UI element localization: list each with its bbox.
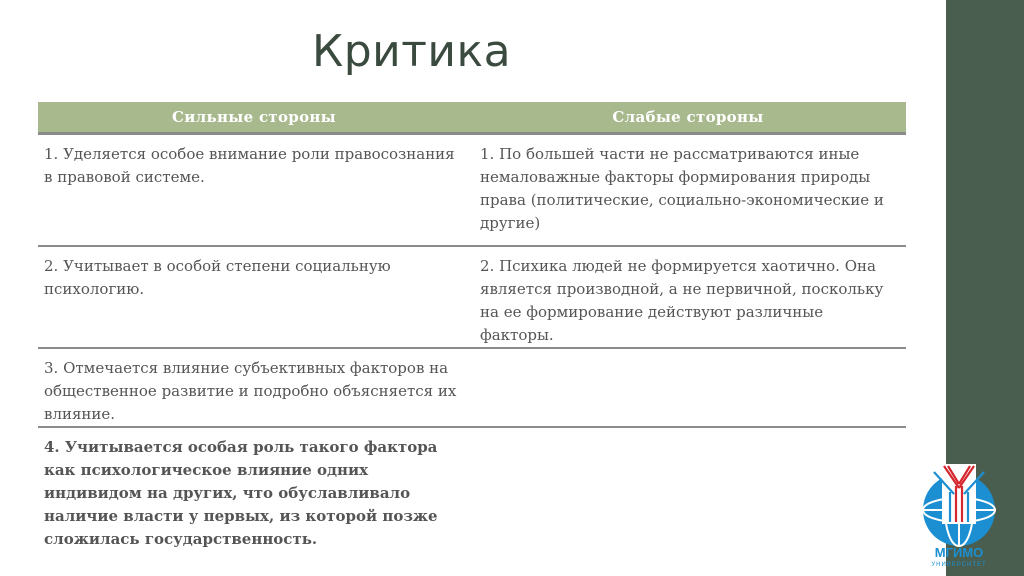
mgimo-logo bbox=[904, 458, 1014, 568]
weakness-cell bbox=[470, 427, 906, 551]
slide-title: Критика bbox=[312, 26, 512, 77]
logo-subtitle: УНИВЕРСИТЕТ bbox=[931, 562, 987, 568]
weakness-cell: 2. Психика людей не формируется хаотично. Она является производной, а не первичной, поскольку на ее формирование действуют различные факторы. bbox=[470, 246, 906, 348]
strength-cell: 2. Учитывает в особой степени социальную психологию. bbox=[38, 246, 470, 348]
table-row bbox=[38, 134, 906, 246]
strength-cell: 3. Отмечается влияние субъективных факторов на общественное развитие и подробно объясняется их влияние. bbox=[38, 348, 470, 427]
weakness-cell bbox=[470, 348, 906, 427]
weakness-cell: 1. По большей части не рассматриваются иные немаловажные факторы формирования природы права (политические, социально-экономические и другие) bbox=[470, 134, 906, 246]
table-row bbox=[38, 427, 906, 551]
header-weaknesses: Слабые стороны bbox=[470, 102, 906, 134]
logo-name: МГИМО bbox=[934, 545, 984, 560]
table-header-row bbox=[38, 102, 906, 134]
table-row bbox=[38, 246, 906, 348]
strength-cell: 1. Уделяется особое внимание роли правосознания в правовой системе. bbox=[38, 134, 470, 246]
critique-table bbox=[38, 102, 906, 551]
strength-cell: 4. Учитывается особая роль такого фактора как психологическое влияние одних индивидом на других, что обуславливало наличие власти у первых, из которой позже сложилась государственность. bbox=[44, 437, 438, 548]
table-row bbox=[38, 348, 906, 427]
header-strengths: Сильные стороны bbox=[38, 102, 470, 134]
